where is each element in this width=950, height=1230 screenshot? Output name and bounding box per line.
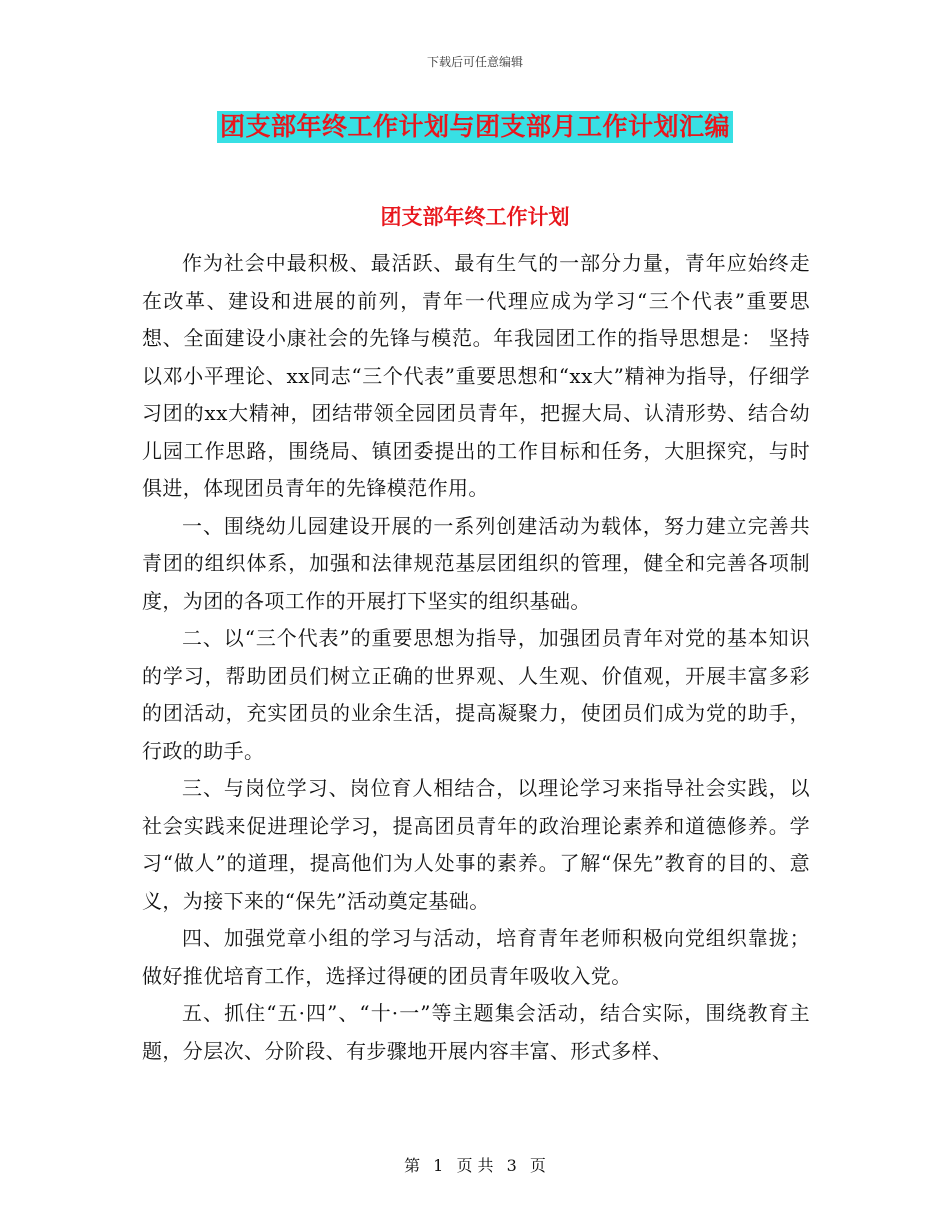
- section-title: 团支部年终工作计划: [380, 205, 570, 229]
- page-current-number: 1: [433, 1156, 444, 1175]
- header-note: 下载后可任意编辑: [426, 55, 523, 69]
- paragraph-item-1: 一、围绕幼儿园建设开展的一系列创建活动为载体，努力建立完善共青团的组织体系，加强和法律规范基层团组织的管理，健全和完善各项制度，为团的各项工作的开展打下坚实的组织基础。: [142, 513, 810, 613]
- page-label-mid: 页 共: [456, 1156, 494, 1175]
- page-label-prefix: 第: [404, 1156, 421, 1175]
- page-total-number: 3: [506, 1156, 517, 1175]
- paragraph-item-3: 三、与岗位学习、岗位育人相结合，以理论学习来指导社会实践，以社会实践来促进理论学习，提高团员青年的政治理论素养和道德修养。学习“做人”的道理，提高他们为人处事的素养。了解“保先”教育的目的、意义，为接下来的“保先”活动奠定基础。: [142, 776, 810, 913]
- paragraph-item-4: 四、加强党章小组的学习与活动，培育青年老师积极向党组织靠拢；做好推优培育工作，选择过得硬的团员青年吸收入党。: [142, 926, 810, 988]
- page-label-suffix: 页: [529, 1156, 546, 1175]
- paragraph-item-5: 五、抓住“五·四”、“十·一”等主题集会活动，结合实际，围绕教育主题，分层次、分阶段、有步骤地开展内容丰富、形式多样、: [142, 1001, 810, 1063]
- page-footer: [0, 1153, 950, 1176]
- paragraph-item-2: 二、以“三个代表”的重要思想为指导，加强团员青年对党的基本知识的学习，帮助团员们树立正确的世界观、人生观、价值观，开展丰富多彩的团活动，充实团员的业余生活，提高凝聚力，使团员们成为党的助手，行政的助手。: [142, 626, 810, 763]
- document-title-wrapper: [0, 111, 950, 143]
- document-body: [142, 245, 810, 1070]
- document-title: 团支部年终工作计划与团支部月工作计划汇编: [217, 111, 733, 143]
- paragraph-intro: 作为社会中最积极、最活跃、最有生气的一部分力量，青年应始终走在改革、建设和进展的前列，青年一代理应成为学习“三个代表”重要思想、全面建设小康社会的先锋与模范。年我园团工作的指导思想是： 坚持以邓小平理论、xx同志“三个代表”重要思想和“xx大”精神为指导，仔细学习团的xx大精神，团结带领全园团员青年，把握大局、认清形势、结合幼儿园工作思路，围绕局、镇团委提出的工作目标和任务，大胆探究，与时俱进，体现团员青年的先锋模范作用。: [142, 251, 810, 500]
